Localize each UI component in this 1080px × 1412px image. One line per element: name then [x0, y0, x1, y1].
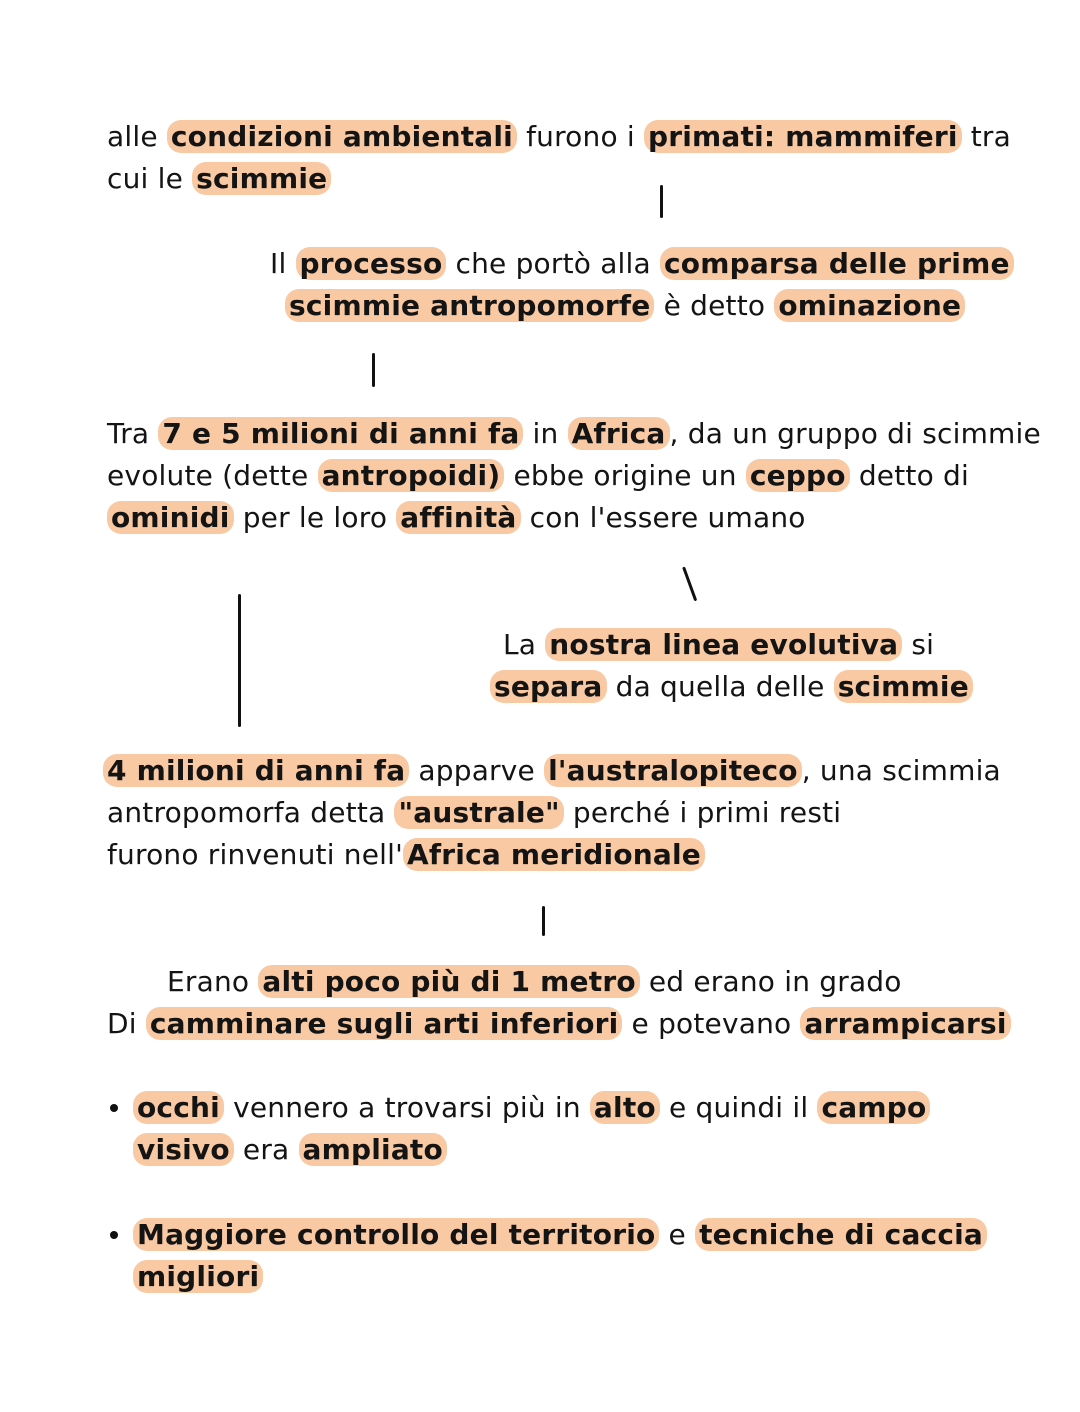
- text-line: [103, 750, 1001, 792]
- highlight: separa: [490, 670, 607, 703]
- highlight: affinità: [396, 501, 520, 534]
- highlight: ceppo: [746, 459, 850, 492]
- highlight: nostra linea evolutiva: [545, 628, 902, 661]
- highlight: l'australopiteco: [544, 754, 802, 787]
- highlight: ominazione: [774, 289, 965, 322]
- text-line: [133, 1214, 987, 1256]
- highlight: alto: [590, 1091, 660, 1124]
- text-span: antropomorfa detta: [107, 796, 395, 829]
- highlight: scimmie: [192, 162, 331, 195]
- highlight: primati: mammiferi: [644, 120, 962, 153]
- text-span: e potevano: [622, 1007, 801, 1040]
- text-line: [107, 834, 705, 876]
- text-span: furono rinvenuti nell': [107, 838, 404, 871]
- text-line: [133, 1087, 930, 1129]
- highlight: antropoidi): [318, 459, 505, 492]
- highlight: arrampicarsi: [800, 1007, 1010, 1040]
- text-line: [503, 624, 934, 666]
- text-span: in: [523, 417, 568, 450]
- text-line: [133, 1129, 447, 1171]
- connector-line: [238, 594, 241, 727]
- highlight: migliori: [133, 1260, 263, 1293]
- text-line: [107, 792, 841, 834]
- highlight: tecniche di caccia: [695, 1218, 987, 1251]
- text-span: evolute (dette: [107, 459, 318, 492]
- text-line: [107, 116, 1011, 158]
- highlight: Maggiore controllo del territorio: [133, 1218, 659, 1251]
- text-line: [167, 961, 902, 1003]
- text-line: [107, 158, 331, 200]
- text-span: da quella delle: [606, 670, 834, 703]
- text-span: furono i: [516, 120, 644, 153]
- text-span: è detto: [654, 289, 775, 322]
- highlight: visivo: [133, 1133, 234, 1166]
- bullet-point: [110, 1231, 118, 1239]
- text-span: , da un gruppo di scimmie: [669, 417, 1041, 450]
- text-span: tra: [961, 120, 1011, 153]
- text-span: ebbe origine un: [504, 459, 746, 492]
- highlight: Africa: [568, 417, 670, 450]
- text-span: era: [233, 1133, 299, 1166]
- highlight: camminare sugli arti inferiori: [146, 1007, 623, 1040]
- text-line: [107, 1003, 1011, 1045]
- highlight: Africa meridionale: [403, 838, 705, 871]
- text-span: Erano: [167, 965, 259, 998]
- highlight: 7 e 5 milioni di anni fa: [158, 417, 523, 450]
- diagonal-connector-line: [682, 566, 697, 601]
- text-line: [107, 413, 1041, 455]
- text-span: , una scimmia: [801, 754, 1001, 787]
- highlight: scimmie antropomorfe: [285, 289, 654, 322]
- connector-line: [660, 185, 663, 218]
- text-span: ed erano in grado: [639, 965, 902, 998]
- highlight: occhi: [133, 1091, 224, 1124]
- text-span: si: [902, 628, 935, 661]
- highlight: "australe": [394, 796, 563, 829]
- text-span: La: [503, 628, 546, 661]
- text-span: che portò alla: [446, 247, 660, 280]
- highlight: scimmie: [834, 670, 973, 703]
- text-span: con l'essere umano: [520, 501, 806, 534]
- text-span: e quindi il: [659, 1091, 818, 1124]
- text-span: alle: [107, 120, 167, 153]
- text-line: [270, 243, 1014, 285]
- text-span: Tra: [107, 417, 159, 450]
- text-span: Il: [270, 247, 296, 280]
- highlight: ampliato: [299, 1133, 447, 1166]
- highlight: comparsa delle prime: [660, 247, 1014, 280]
- highlight: campo: [817, 1091, 930, 1124]
- highlight: condizioni ambientali: [167, 120, 517, 153]
- text-span: e: [659, 1218, 696, 1251]
- text-span: Di: [107, 1007, 146, 1040]
- bullet-point: [110, 1104, 118, 1112]
- text-span: cui le: [107, 162, 193, 195]
- text-span: per le loro: [233, 501, 397, 534]
- connector-line: [542, 906, 545, 936]
- text-span: detto di: [849, 459, 969, 492]
- text-line: [490, 666, 973, 708]
- highlight: processo: [296, 247, 447, 280]
- text-span: apparve: [409, 754, 545, 787]
- text-line: [133, 1256, 263, 1298]
- highlight: alti poco più di 1 metro: [258, 965, 639, 998]
- text-span: perché i primi resti: [563, 796, 842, 829]
- highlight: 4 milioni di anni fa: [103, 754, 409, 787]
- text-line: [107, 455, 969, 497]
- text-span: vennero a trovarsi più in: [223, 1091, 590, 1124]
- highlight: ominidi: [107, 501, 234, 534]
- connector-line: [372, 353, 375, 387]
- text-line: [285, 285, 965, 327]
- text-line: [107, 497, 806, 539]
